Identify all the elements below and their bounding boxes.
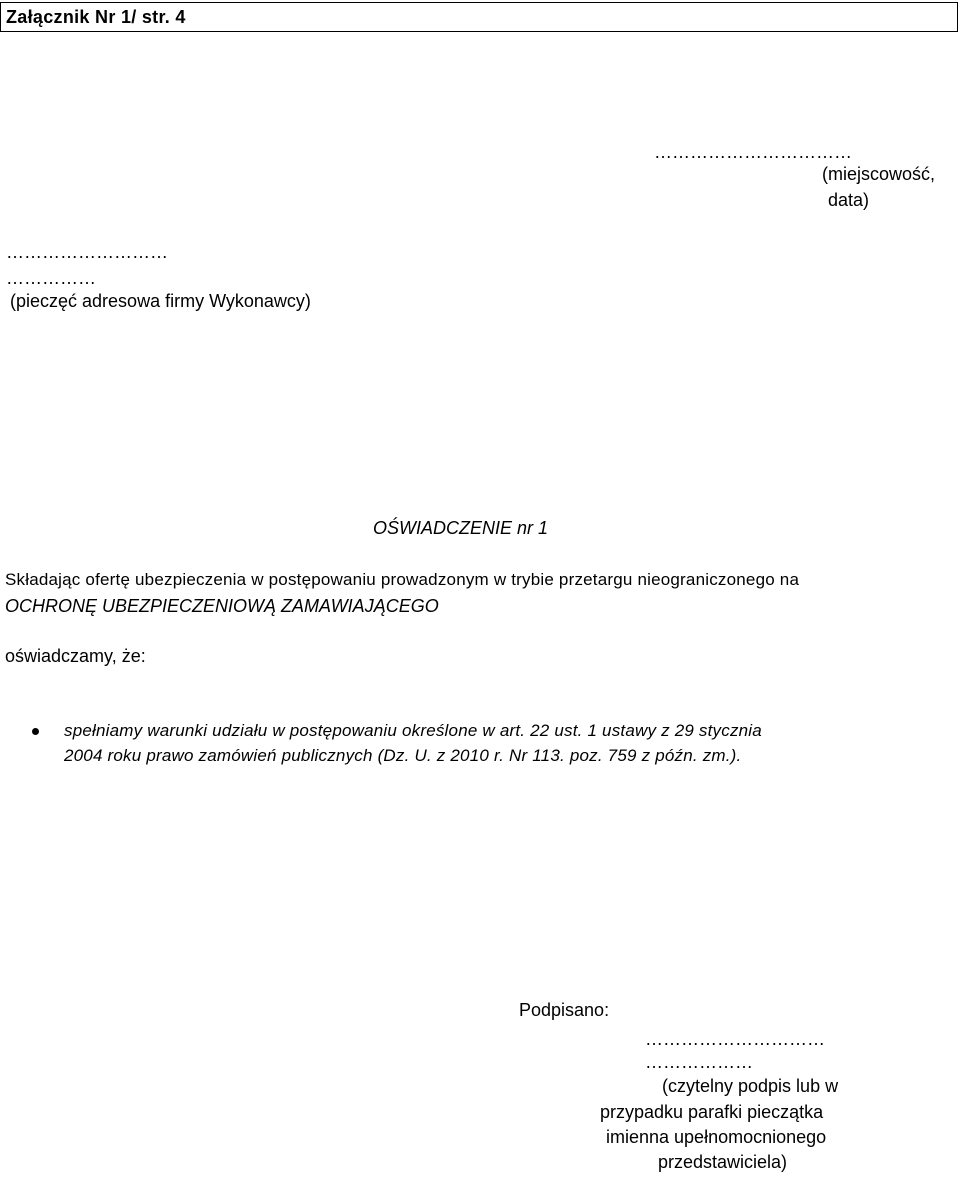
signature-caption-line2: przypadku parafki pieczątka: [600, 1102, 824, 1122]
bullet-line-2: 2004 roku prawo zamówień publicznych (Dz. U. z 2010 r. Nr 113. poz. 759 z późn. zm.).: [64, 746, 742, 765]
declare-text: oświadczamy, że:: [5, 646, 146, 666]
intro-text: Składając ofertę ubezpieczenia w postępowaniu prowadzonym w trybie przetargu nieograniczonego na: [5, 570, 800, 589]
bullet-line-1: spełniamy warunki udziału w postępowaniu określone w art. 22 ust. 1 ustawy z 29 stycznia: [64, 721, 762, 740]
signature-dots-1: …………………………: [645, 1029, 825, 1049]
stamp-label: (pieczęć adresowa firmy Wykonawcy): [10, 291, 311, 311]
document-title: OŚWIADCZENIE nr 1: [373, 518, 549, 538]
place-date-label-line2: data): [828, 190, 870, 210]
stamp-dots-1: ………………………: [6, 242, 168, 262]
header-title: Załącznik Nr 1/ str. 4: [6, 7, 186, 27]
stamp-dots-2: ……………: [6, 268, 96, 288]
bullet-dot: [32, 728, 39, 735]
signature-caption-line3: imienna upełnomocnionego: [606, 1127, 827, 1147]
place-date-dots: ……………………………: [654, 142, 852, 162]
place-date-label-line1: (miejscowość,: [822, 164, 936, 184]
signature-caption-line4: przedstawiciela): [658, 1152, 788, 1172]
signature-caption-line1: (czytelny podpis lub w: [662, 1076, 839, 1096]
signature-dots-2: ………………: [645, 1052, 753, 1072]
subject-text: OCHRONĘ UBEZPIECZENIOWĄ ZAMAWIAJĄCEGO: [5, 596, 439, 616]
header-bar: [0, 2, 958, 32]
signature-label: Podpisano:: [519, 1000, 610, 1020]
